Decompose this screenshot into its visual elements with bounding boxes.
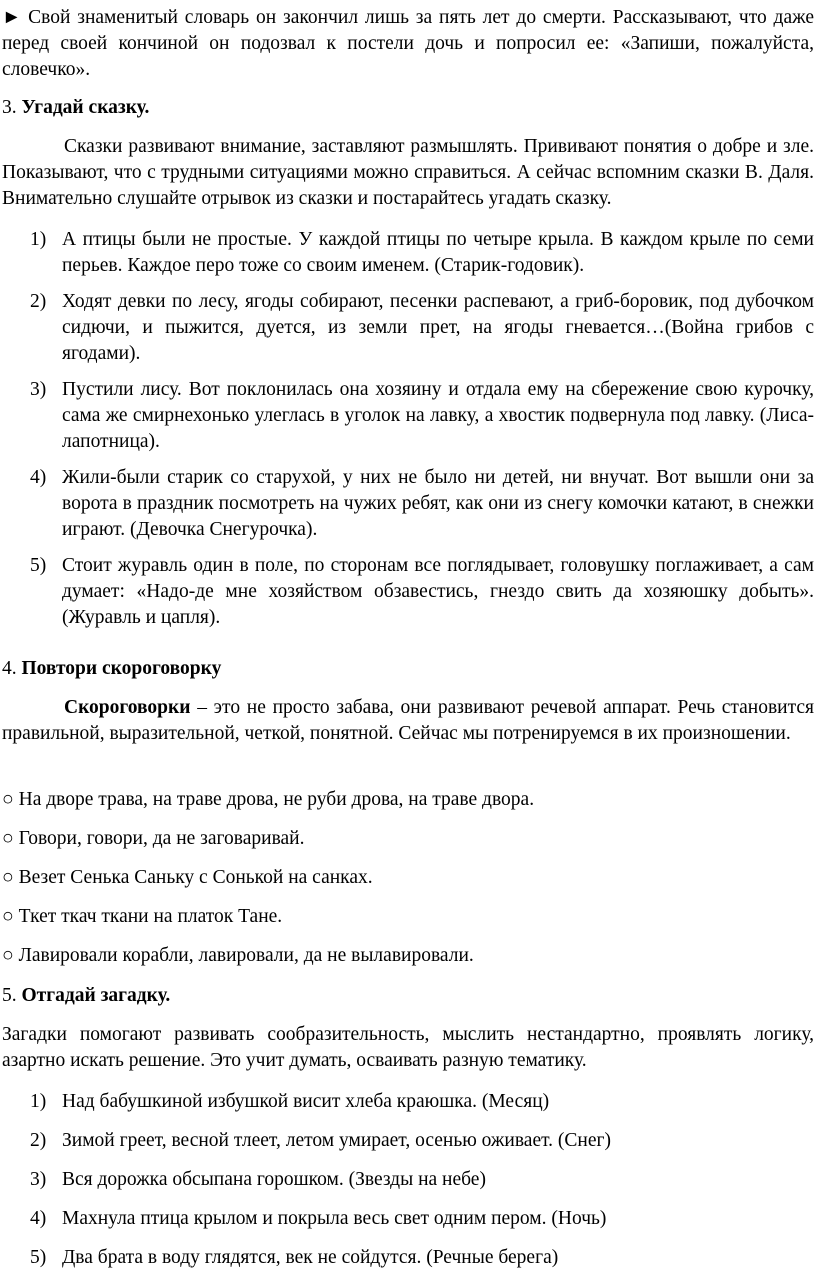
list-item-text: Два брата в воду глядятся, век не сойдутся. (Речные берега) [62, 1247, 559, 1268]
list-item-number: 5) [30, 555, 47, 576]
list-item [2, 227, 814, 279]
list-item-number: 4) [30, 467, 47, 488]
tongue-twister-item: ○ На дворе трава, на траве дрова, не руби дрова, на траве двора. [2, 789, 535, 810]
list-item [2, 1089, 814, 1115]
list-item-number: 4) [30, 1208, 47, 1229]
intro-paragraph: ► Свой знаменитый словарь он закончил лишь за пять лет до смерти. Рассказывают, что даже перед своей кончиной он подозвал к постели дочь и попросил ее: «Запиши, пожалуйста, словечко». [2, 7, 814, 80]
section5-title: Отгадай загадку. [21, 985, 171, 1006]
list-item-number: 2) [30, 291, 47, 312]
section4-paragraph [2, 695, 814, 747]
section3-title: Угадай сказку. [21, 97, 150, 118]
riddle-list [2, 1089, 814, 1271]
list-item-text: Махнула птица крылом и покрыла весь свет одним пером. (Ночь) [62, 1208, 607, 1229]
section5-heading [2, 983, 814, 1009]
list-item [2, 553, 814, 631]
list-item-text: Стоит журавль один в поле, по сторонам все поглядывает, головушку поглаживает, а сам думает: «Надо-де мне хозяйством обзавестись, гнездо свить да хозяюшку добыть». (Журавль и цапля). [62, 555, 814, 628]
section3-paragraph: Сказки развивают внимание, заставляют размышлять. Прививают понятия о добре и зле. Показывают, что с трудными ситуациями можно справиться. А сейчас вспомним сказки В. Даля. Внимательно слушайте отрывок из сказки и постарайтесь угадать сказку. [2, 136, 814, 209]
list-item-text: Пустили лису. Вот поклонилась она хозяину и отдала ему на сбережение свою курочку, сама же смирнехонько улеглась в уголок на лавку, а хвостик подвернула под лавку. (Лиса-лапотница). [62, 379, 814, 452]
list-item-number: 3) [30, 379, 47, 400]
section3-heading [2, 95, 814, 121]
tongue-twister-item: ○ Ткет ткач ткани на платок Тане. [2, 906, 283, 927]
list-item-number: 1) [30, 229, 47, 250]
list-item-text: Ходят девки по лесу, ягоды собирают, песенки распевают, а гриб-боровик, под дубочком сидючи, и пыжится, дуется, из земли прет, на ягоды гневается…(Война грибов с ягодами). [62, 291, 814, 364]
list-item-number: 3) [30, 1169, 47, 1190]
list-item-number: 2) [30, 1130, 47, 1151]
list-item [2, 1128, 814, 1154]
list-item-number: 1) [30, 1091, 47, 1112]
list-item-text: Жили-были старик со старухой, у них не было ни детей, ни внучат. Вот вышли они за ворота в праздник посмотреть на чужих ребят, как они из снегу комочки катают, в снежки играют. (Девочка Снегурочка). [62, 467, 814, 540]
section4-lead-bold: Скороговорки [64, 697, 191, 718]
list-item [2, 465, 814, 543]
tongue-twister-item: ○ Везет Сенька Саньку с Сонькой на санках. [2, 867, 373, 888]
section4-number: 4. [2, 658, 17, 679]
list-item-text: А птицы были не простые. У каждой птицы по четыре крыла. В каждом крыле по семи перьев. Каждое перо тоже со своим именем. (Старик-годовик). [62, 229, 814, 276]
list-item [2, 377, 814, 455]
section4-paragraph-text: – это не просто забава, они развивают речевой аппарат. Речь становится правильной, выразительной, четкой, понятной. Сейчас мы потренируемся в их произношении. [2, 697, 814, 744]
list-item [2, 289, 814, 367]
list-item [2, 1245, 814, 1271]
list-item-text: Зимой греет, весной тлеет, летом умирает, осенью оживает. (Снег) [62, 1130, 611, 1151]
list-item [2, 1206, 814, 1232]
tongue-twister-item: ○ Говори, говори, да не заговаривай. [2, 828, 305, 849]
section4-heading [2, 656, 814, 682]
section5-paragraph: Загадки помогают развивать сообразительность, мыслить нестандартно, проявлять логику, азартно искать решение. Это учит думать, осваивать разную тематику. [2, 1024, 814, 1071]
fairy-tale-list [2, 227, 814, 631]
list-item [2, 1167, 814, 1193]
section4-title: Повтори скороговорку [21, 658, 222, 679]
list-item-text: Вся дорожка обсыпана горошком. (Звезды на небе) [62, 1169, 486, 1190]
tongue-twister-item: ○ Лавировали корабли, лавировали, да не вылавировали. [2, 945, 474, 966]
list-item-text: Над бабушкиной избушкой висит хлеба краюшка. (Месяц) [62, 1091, 550, 1112]
section5-number: 5. [2, 985, 17, 1006]
list-item-number: 5) [30, 1247, 47, 1268]
section3-number: 3. [2, 97, 17, 118]
